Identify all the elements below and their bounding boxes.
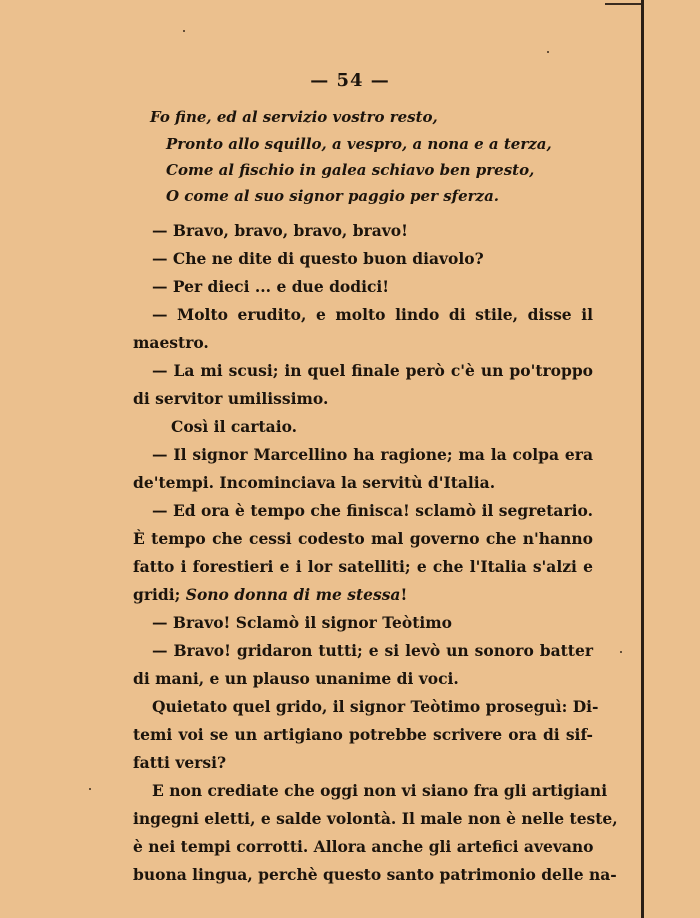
text-line: — Ed ora è tempo che finisca! sclamò il segretario. (152, 501, 593, 520)
verse-line: Come al fischio in galea schiavo ben presto, (166, 161, 535, 179)
text-line: è nei tempi corrotti. Allora anche gli artefici avevano (133, 837, 594, 856)
paper-speck (620, 651, 622, 653)
text-line: — Bravo! gridaron tutti; e si levò un sonoro batter (152, 641, 593, 660)
text-line: fatto i forestieri e i lor satelliti; e che l'Italia s'alzi e (133, 557, 593, 576)
paper-speck (183, 30, 185, 32)
page-number: — 54 — (310, 70, 390, 91)
text-line: E non crediate che oggi non vi siano fra gli artigiani (152, 781, 608, 800)
text-line: di mani, e un plauso unanime di voci. (133, 669, 459, 688)
text-line: di servitor umilissimo. (133, 389, 329, 408)
italic-quote: Sono donna di me stessa (185, 585, 401, 604)
page-edge-line (641, 0, 644, 918)
paper-speck (547, 51, 549, 53)
text-segment: ! (400, 585, 408, 604)
text-line: — Bravo, bravo, bravo, bravo! (152, 221, 408, 240)
text-line-mixed (133, 585, 407, 605)
text-segment: gridi; (133, 585, 181, 604)
page-edge-top (605, 3, 643, 5)
text-line: de'tempi. Incominciava la servitù d'Italia. (133, 473, 496, 492)
paper-speck (89, 788, 91, 790)
text-line: Quietato quel grido, il signor Teòtimo proseguì: Di- (152, 697, 599, 716)
verse-line: Pronto allo squillo, a vespro, a nona e a terza, (166, 135, 552, 153)
text-line: È tempo che cessi codesto mal governo che n'hanno (133, 529, 593, 548)
text-line: — Che ne dite di questo buon diavolo? (152, 249, 484, 268)
text-line: — Il signor Marcellino ha ragione; ma la colpa era (152, 445, 593, 464)
text-line: — Bravo! Sclamò il signor Teòtimo (152, 613, 452, 632)
prose-block (133, 0, 618, 918)
text-line: — Per dieci ... e due dodici! (152, 277, 390, 296)
text-line: — La mi scusi; in quel finale però c'è un po'troppo (152, 361, 593, 380)
text-line: maestro. (133, 333, 209, 352)
text-line: temi voi se un artigiano potrebbe scrivere ora di sif- (133, 725, 593, 744)
text-line: buona lingua, perchè questo santo patrimonio delle na- (133, 865, 617, 884)
text-line: ingegni eletti, e salde volontà. Il male non è nelle teste, (133, 809, 618, 828)
text-line: — Molto erudito, e molto lindo di stile, disse il (152, 305, 593, 324)
verse-line: Fo fine, ed al servizio vostro resto, (150, 108, 438, 126)
text-line: fatti versi? (133, 753, 227, 772)
verse-line: O come al suo signor paggio per sferza. (166, 187, 500, 205)
text-line: Così il cartaio. (171, 417, 298, 436)
